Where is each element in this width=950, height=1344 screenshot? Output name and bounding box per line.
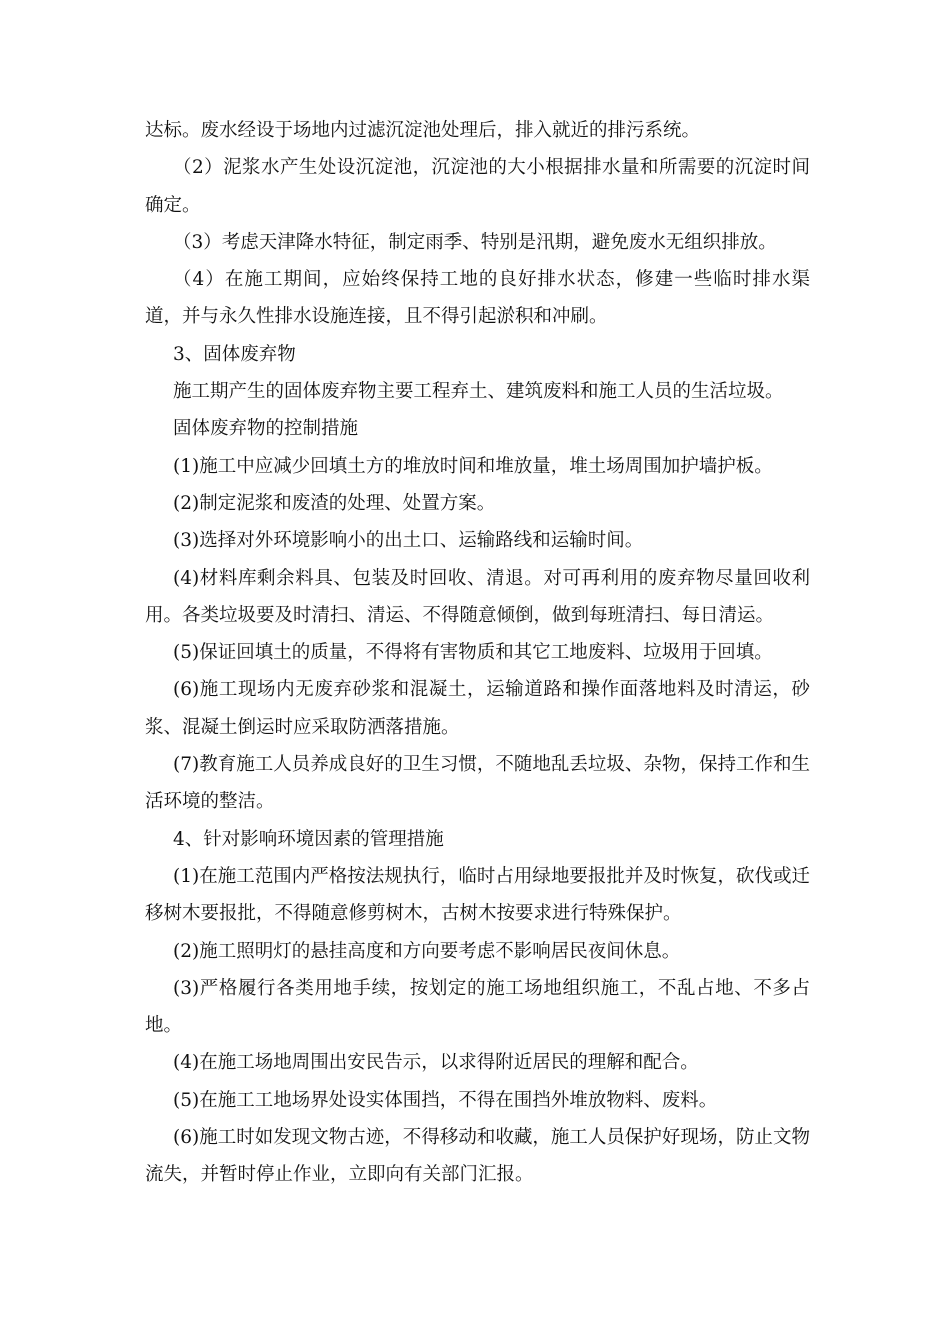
paragraph: （2）泥浆水产生处设沉淀池，沉淀池的大小根据排水量和所需要的沉淀时间确定。 [145, 157, 810, 216]
list-item: (1)施工中应减少回填土方的堆放时间和堆放量，堆土场周围加护墙护板。 [173, 455, 773, 477]
paragraph: （4）在施工期间，应始终保持工地的良好排水状态，修建一些临时排水渠道，并与永久性排水设施连接，且不得引起淤积和冲刷。 [145, 269, 810, 328]
list-item: (3)严格履行各类用地手续，按划定的施工场地组织施工，不乱占地、不多占地。 [145, 977, 810, 1037]
subsection-heading: 固体废弃物的控制措施 [173, 418, 359, 440]
list-item: (5)在施工工地场界处设实体围挡，不得在围挡外堆放物料、废料。 [173, 1089, 718, 1111]
list-item: (6)施工时如发现文物古迹，不得移动和收藏，施工人员保护好现场，防止文物流失，并暂时停止作业，立即向有关部门汇报。 [145, 1127, 810, 1186]
list-item: (4)材料库剩余料具、包装及时回收、清退。对可再利用的废弃物尽量回收利用。各类垃圾要及时清扫、清运、不得随意倾倒，做到每班清扫、每日清运。 [145, 567, 810, 626]
paragraph: 施工期产生的固体废弃物主要工程弃土、建筑废料和施工人员的生活垃圾。 [173, 381, 784, 403]
list-item: (1)在施工范围内严格按法规执行，临时占用绿地要报批并及时恢复，砍伐或迁移树木要报批，不得随意修剪树木，古树木按要求进行特殊保护。 [145, 865, 810, 925]
list-item: (6)施工现场内无废弃砂浆和混凝土，运输道路和操作面落地料及时清运，砂浆、混凝土倒运时应采取防洒落措施。 [145, 679, 810, 738]
section-heading: 4、针对影响环境因素的管理措施 [173, 828, 444, 850]
list-item: (2)制定泥浆和废渣的处理、处置方案。 [173, 492, 496, 514]
list-item: (2)施工照明灯的悬挂高度和方向要考虑不影响居民夜间休息。 [173, 940, 681, 962]
list-item: (7)教育施工人员养成良好的卫生习惯，不随地乱丢垃圾、杂物，保持工作和生活环境的整洁。 [145, 754, 810, 813]
paragraph: （3）考虑天津降水特征，制定雨季、特别是汛期，避免废水无组织排放。 [173, 231, 777, 253]
list-item: (4)在施工场地周围出安民告示，以求得附近居民的理解和配合。 [173, 1052, 699, 1074]
list-item: (3)选择对外环境影响小的出土口、运输路线和运输时间。 [173, 530, 644, 552]
paragraph: 达标。废水经设于场地内过滤沉淀池处理后，排入就近的排污系统。 [145, 120, 701, 141]
list-item: (5)保证回填土的质量，不得将有害物质和其它工地废料、垃圾用于回填。 [173, 642, 773, 664]
document-body [145, 112, 810, 1194]
section-heading: 3、固体废弃物 [173, 343, 296, 365]
